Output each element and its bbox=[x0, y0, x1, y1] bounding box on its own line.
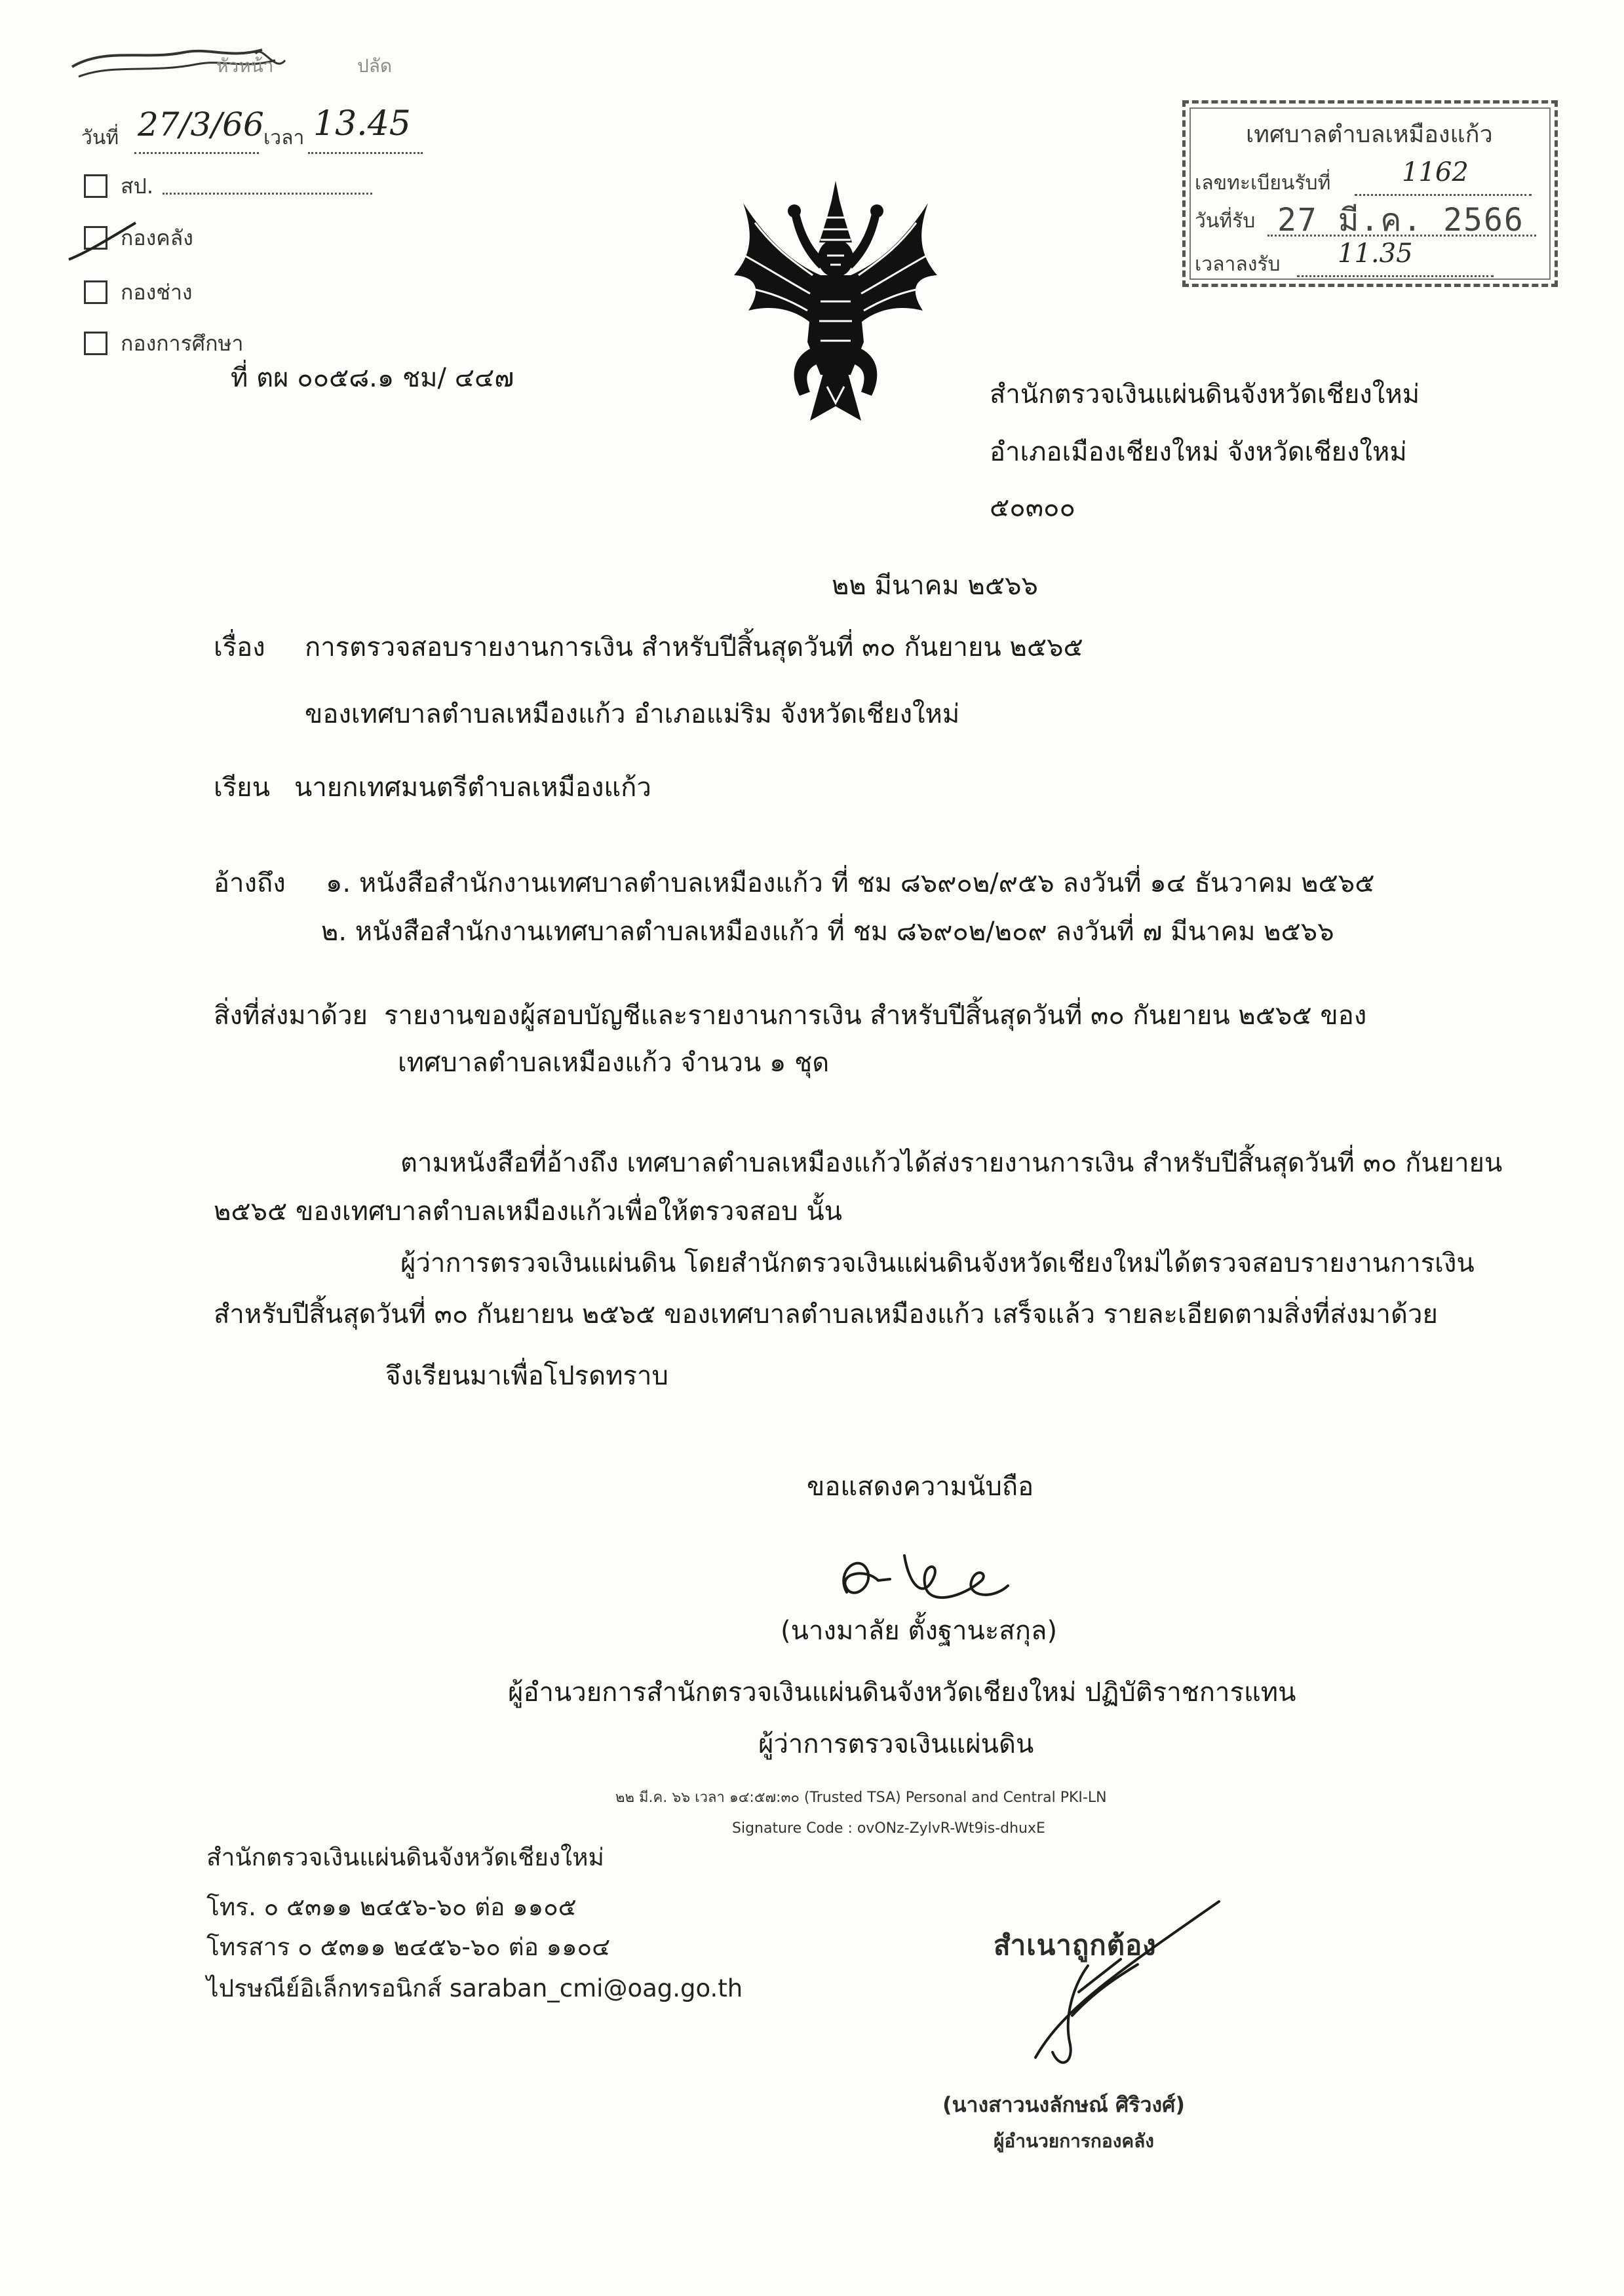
body-paragraph-line: สำหรับปีสิ้นสุดวันที่ ๓๐ กันยายน ๒๕๖๕ ของเทศบาลตำบลเหมืองแก้ว เสร็จแล้ว รายละเอียดตามสิ่งที่ส่งมาด้วย bbox=[214, 1299, 1438, 1330]
routing-time-value: 13.45 bbox=[313, 104, 411, 144]
enclosure-line: เทศบาลตำบลเหมืองแก้ว จำนวน ๑ ชุด bbox=[398, 1048, 830, 1078]
addressee-label: เรียน bbox=[214, 773, 270, 803]
footer-email: ไปรษณีย์อิเล็กทรอนิกส์ saraban_cmi@oag.go.th bbox=[206, 1974, 743, 2002]
signer-title-line: ผู้ว่าการตรวจเงินแผ่นดิน bbox=[758, 1729, 1034, 1759]
checkbox bbox=[84, 174, 107, 198]
enclosure-label: สิ่งที่ส่งมาด้วย bbox=[214, 1001, 368, 1031]
checkbox bbox=[84, 226, 107, 250]
routing-option-row bbox=[84, 278, 193, 307]
signer-name: (นางมาลัย ตั้งฐานะสกุล) bbox=[781, 1616, 1058, 1646]
body-paragraph-line: ๒๕๖๕ ของเทศบาลตำบลเหมืองแก้วเพื่อให้ตรวจสอบ นั้น bbox=[214, 1196, 843, 1227]
subject-line: ของเทศบาลตำบลเหมืองแก้ว อำเภอแม่ริม จังหวัดเชียงใหม่ bbox=[305, 699, 960, 729]
body-paragraph-line: ตามหนังสือที่อ้างถึง เทศบาลตำบลเหมืองแก้วได้ส่งรายงานการเงิน สำหรับปีสิ้นสุดวันที่ ๓๐ กันยายน bbox=[400, 1148, 1503, 1178]
enclosure-line: รายงานของผู้สอบบัญชีและรายงานการเงิน สำหรับปีสิ้นสุดวันที่ ๓๐ กันยายน ๒๕๖๕ ของ bbox=[384, 1001, 1367, 1031]
receive-stamp-org: เทศบาลตำบลเหมืองแก้ว bbox=[1246, 121, 1493, 148]
footer-office: สำนักตรวจเงินแผ่นดินจังหวัดเชียงใหม่ bbox=[206, 1843, 604, 1871]
routing-option-leader bbox=[163, 193, 372, 195]
routing-date-leader bbox=[134, 152, 259, 154]
receive-time-label: เวลาลงรับ bbox=[1195, 253, 1281, 276]
routing-header-left: หัวหน้า bbox=[216, 55, 274, 77]
director-signature bbox=[827, 1533, 1017, 1615]
sender-address-line: อำเภอเมืองเชียงใหม่ จังหวัดเชียงใหม่ bbox=[990, 437, 1407, 467]
footer-fax: โทรสาร ๐ ๕๓๑๑ ๒๔๕๖-๖๐ ต่อ ๑๑๐๔ bbox=[206, 1933, 611, 1961]
receive-date-value: 27 มี.ค. 2566 bbox=[1277, 202, 1524, 239]
receive-reg-no: 1162 bbox=[1402, 157, 1469, 187]
routing-option-row bbox=[84, 172, 372, 201]
routing-date-label: วันที่ bbox=[81, 126, 119, 149]
subject-line: การตรวจสอบรายงานการเงิน สำหรับปีสิ้นสุดวันที่ ๓๐ กันยายน ๒๕๖๕ bbox=[305, 632, 1083, 662]
references-label: อ้างถึง bbox=[214, 868, 286, 898]
certifier-title: ผู้อำนวยการกองคลัง bbox=[994, 2130, 1154, 2152]
body-paragraph-line: ผู้ว่าการตรวจเงินแผ่นดิน โดยสำนักตรวจเงินแผ่นดินจังหวัดเชียงใหม่ได้ตรวจสอบรายงานการเงิน bbox=[400, 1248, 1475, 1278]
signer-title-line: ผู้อำนวยการสำนักตรวจเงินแผ่นดินจังหวัดเชียงใหม่ ปฏิบัติราชการแทน bbox=[508, 1677, 1296, 1708]
sender-address-line: สำนักตรวจเงินแผ่นดินจังหวัดเชียงใหม่ bbox=[990, 379, 1420, 410]
certifier-name: (นางสาวนงลักษณ์ ศิริวงศ์) bbox=[942, 2092, 1185, 2117]
garuda-emblem-icon bbox=[729, 177, 942, 427]
receive-time-value: 11.35 bbox=[1338, 239, 1413, 269]
routing-option-label: กองคลัง bbox=[121, 225, 193, 250]
routing-time-leader bbox=[308, 152, 423, 154]
closing: ขอแสดงความนับถือ bbox=[807, 1472, 1034, 1502]
reference-item: ๒. หนังสือสำนักงานเทศบาลตำบลเหมืองแก้ว ที่ ชม ๘๖๙๐๒/๒๐๙ ลงวันที่ ๗ มีนาคม ๒๕๖๖ bbox=[321, 917, 1334, 947]
routing-option-label: กองช่าง bbox=[121, 279, 193, 305]
routing-option-row bbox=[84, 223, 193, 252]
reference-item: ๑. หนังสือสำนักงานเทศบาลตำบลเหมืองแก้ว ที่ ชม ๘๖๙๐๒/๙๕๖ ลงวันที่ ๑๔ ธันวาคม ๒๕๖๕ bbox=[326, 868, 1375, 898]
check-mark-icon bbox=[62, 219, 141, 265]
letter-date: ๒๒ มีนาคม ๒๕๖๖ bbox=[832, 571, 1038, 601]
routing-option-label: กองการศึกษา bbox=[121, 330, 244, 356]
routing-option-row bbox=[84, 329, 244, 358]
checkbox bbox=[84, 332, 107, 355]
digital-signature-code: Signature Code : ovONz-ZylvR-Wt9is-dhuxE bbox=[732, 1820, 1045, 1837]
receive-time-leader bbox=[1297, 275, 1494, 277]
receive-stamp bbox=[1182, 100, 1558, 287]
receive-date-label: วันที่รับ bbox=[1195, 210, 1256, 233]
footer-phone: โทร. ๐ ๕๓๑๑ ๒๔๕๖-๖๐ ต่อ ๑๑๐๕ bbox=[206, 1893, 577, 1921]
receive-reg-label: เลขทะเบียนรับที่ bbox=[1195, 172, 1331, 195]
reference-number: ที่ ตผ ๐๐๕๘.๑ ชม/ ๔๔๗ bbox=[231, 363, 514, 393]
body-paragraph-line: จึงเรียนมาเพื่อโปรดทราบ bbox=[385, 1361, 668, 1391]
digital-signature-timestamp: ๒๒ มี.ค. ๖๖ เวลา ๑๔:๕๗:๓๐ (Trusted TSA) Personal and Central PKI-LN bbox=[615, 1789, 1107, 1806]
receive-date-leader bbox=[1267, 235, 1536, 237]
checkbox bbox=[84, 280, 107, 304]
receive-reg-leader bbox=[1355, 194, 1532, 196]
routing-header-right: ปลัด bbox=[357, 55, 393, 77]
certifier-signature bbox=[1009, 1887, 1232, 2077]
addressee: นายกเทศมนตรีตำบลเหมืองแก้ว bbox=[294, 773, 651, 803]
sender-postcode: ๕๐๓๐๐ bbox=[990, 493, 1075, 523]
routing-time-label: เวลา bbox=[263, 126, 305, 149]
subject-label: เรื่อง bbox=[214, 632, 265, 662]
routing-option-label: สป. bbox=[121, 173, 154, 199]
routing-date-value: 27/3/66 bbox=[138, 105, 264, 144]
certified-copy-stamp: สำเนาถูกต้อง bbox=[994, 1929, 1157, 1961]
